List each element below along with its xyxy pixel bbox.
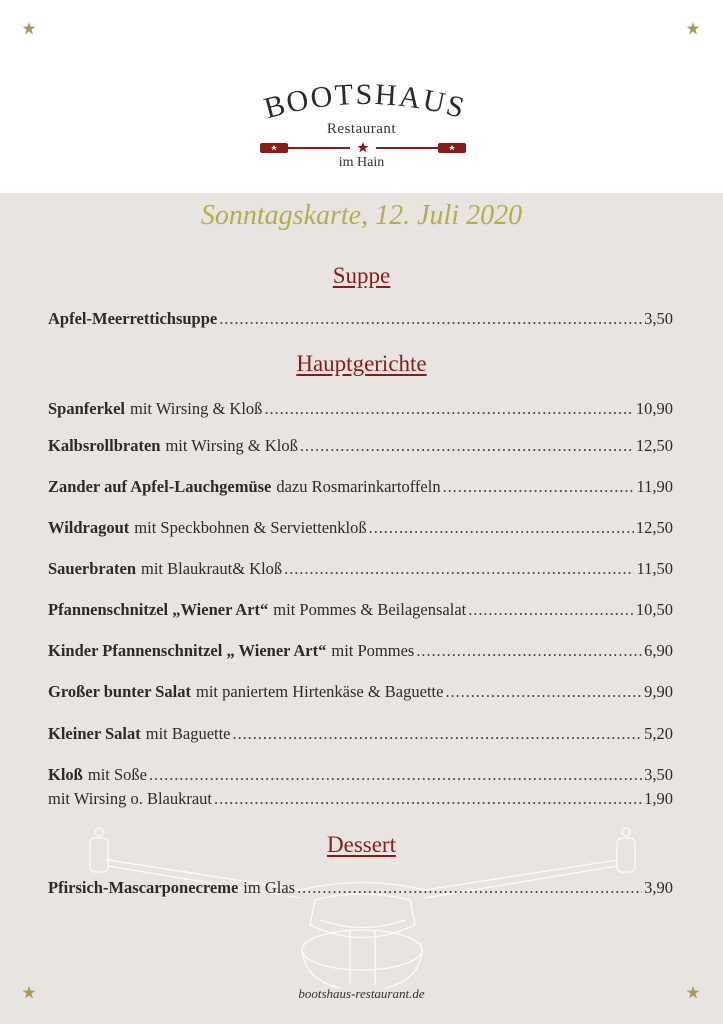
item-name: Kloß [48, 765, 83, 784]
menu-item [48, 399, 673, 421]
star-icon [686, 986, 700, 1000]
menu-item [48, 765, 673, 787]
svg-text:BOOTSHAUS [261, 78, 470, 125]
menu-item [48, 682, 673, 704]
item-price: 3,50 [644, 309, 673, 328]
item-name: Wildragout [48, 518, 130, 537]
menu-title: Sonntagskarte, 12. Juli 2020 [200, 200, 523, 231]
brand-location: im Hain [338, 155, 385, 170]
item-name: Kleiner Salat [48, 724, 141, 743]
item-name: Pfannenschnitzel „Wiener Art“ [48, 600, 269, 619]
menu-item [48, 559, 673, 581]
item-name: Kalbsrollbraten [48, 436, 161, 455]
star-icon [686, 22, 700, 36]
item-price: 12,50 [635, 518, 673, 537]
item-price: 5,20 [644, 724, 673, 743]
menu-item [48, 518, 673, 540]
item-name: Spanferkel [48, 399, 126, 418]
item-name: Zander auf Apfel-Lauchgemüse [48, 477, 272, 496]
brand-name: BOOTSHAUS [260, 77, 470, 126]
menu-item [48, 309, 673, 331]
item-name: Kinder Pfannenschnitzel „ Wiener Art“ [48, 641, 327, 660]
star-icon [22, 986, 36, 1000]
item-desc: mit paniertem Hirtenkäse & Baguette [196, 682, 444, 701]
item-price: 12,50 [635, 436, 673, 455]
item-desc: im Glas [243, 878, 296, 897]
menu-item [48, 724, 673, 746]
section-heading-dessert: Dessert [327, 832, 396, 857]
menu-item [48, 600, 673, 622]
item-desc: mit Pommes & Beilagensalat [273, 600, 467, 619]
item-name: Sauerbraten [48, 559, 136, 578]
header [0, 0, 723, 193]
item-desc: mit Soße [87, 765, 147, 784]
section-heading-hauptgerichte: Hauptgerichte [296, 351, 427, 376]
menu-item [48, 436, 673, 458]
item-price: 10,90 [635, 399, 673, 418]
item-price: 6,90 [644, 641, 673, 660]
website-link[interactable]: bootshaus-restaurant.de [298, 986, 425, 1001]
item-price: 3,50 [644, 765, 673, 784]
item-price: 11,50 [636, 559, 673, 578]
brand-subtitle: Restaurant [326, 121, 397, 137]
star-icon [22, 22, 36, 36]
menu-item [48, 477, 673, 499]
item-desc: mit Speckbohnen & Serviettenkloß [134, 518, 367, 537]
item-price: 9,90 [644, 682, 673, 701]
item-desc: mit Pommes [331, 641, 415, 660]
menu-item [48, 878, 673, 900]
item-price: 11,90 [636, 477, 673, 496]
item-name: Apfel-Meerrettichsuppe [48, 309, 218, 328]
menu-item [48, 789, 673, 811]
section-heading-suppe: Suppe [332, 263, 391, 288]
item-desc: mit Wirsing & Kloß [130, 399, 263, 418]
item-desc: mit Baguette [145, 724, 231, 743]
item-price: 3,90 [644, 878, 673, 897]
item-price: 10,50 [635, 600, 673, 619]
item-desc: dazu Rosmarinkartoffeln [276, 477, 441, 496]
item-name: Pfirsich-Mascarponecreme [48, 878, 239, 897]
item-desc: mit Wirsing o. Blaukraut [48, 789, 213, 808]
item-desc: mit Wirsing & Kloß [165, 436, 298, 455]
menu-item [48, 641, 673, 663]
item-desc: mit Blaukraut& Kloß [141, 559, 283, 578]
item-price: 1,90 [644, 789, 673, 808]
item-name: Großer bunter Salat [48, 682, 192, 701]
